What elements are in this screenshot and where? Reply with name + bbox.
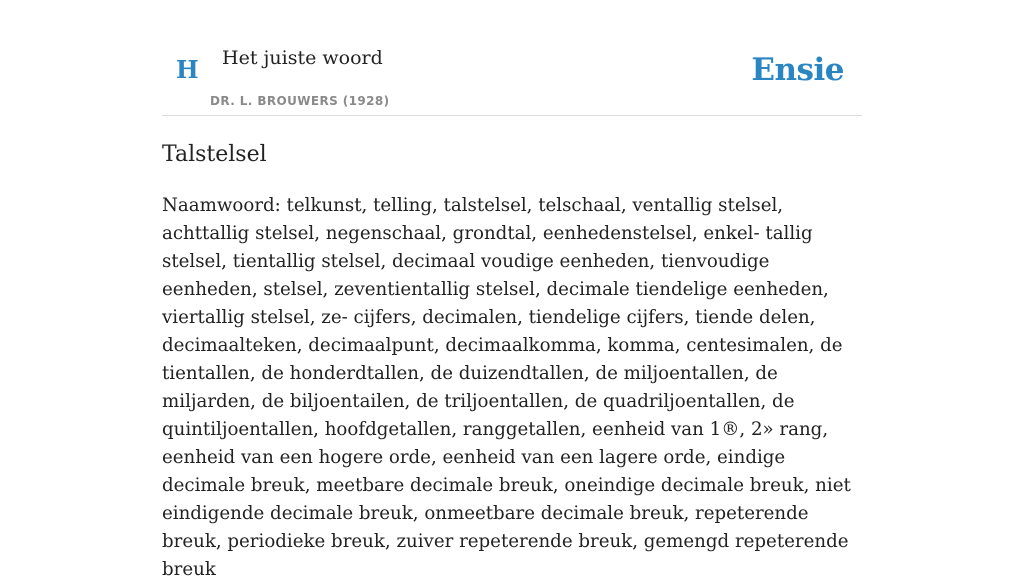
entry-body: Naamwoord: telkunst, telling, talstelsel, telschaal, ventallig stelsel, achttallig stelsel, negenschaal, grondtal, eenhedenstelsel, enkel- tallig stelsel, tientallig stelsel, decimaal voudige eenheden, tienvoudige eenheden, stelsel, zeventientallig stelsel, decimale tiendelige eenheden, viertallig stelsel, ze- cijfers, decimalen, tiendelige cijfers, tiende delen, decimaalteken, decimaalpunt, decimaalkomma, komma, centesimalen, de tientallen, de honderdtallen, de duizendtallen, de miljoentallen, de miljarden, de biljoentailen, de triljoentallen, de quadriljoentallen, de quintiljoentallen, hoofdgetallen, ranggetallen, eenheid van 1®, 2» rang, eenheid van een hogere orde, eenheid van een lagere orde, eindige decimale breuk, meetbare decimale breuk, oneindige decimale breuk, niet eindigende decimale breuk, onmeetbare decimale breuk, repeterende breuk, periodieke breuk, zuiver repeterende breuk, gemengd repeterende breuk <box>162 195 851 580</box>
book-header <box>162 0 862 116</box>
brand-logo[interactable]: Ensie <box>751 52 844 88</box>
letter-badge[interactable]: H <box>176 55 199 84</box>
book-author: DR. L. BROUWERS (1928) <box>210 94 390 108</box>
entry-title: Talstelsel <box>162 142 267 167</box>
book-title[interactable]: Het juiste woord <box>222 47 383 69</box>
